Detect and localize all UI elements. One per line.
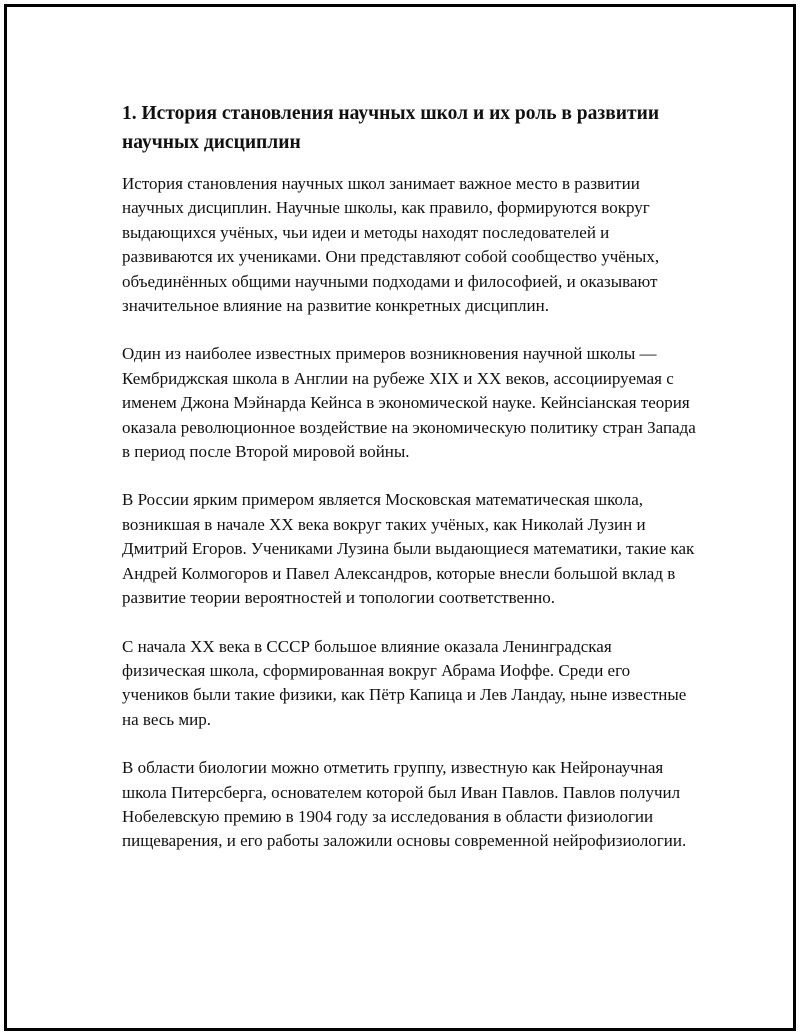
document-body [122, 99, 697, 878]
paragraph-leningrad-physics-school: С начала XX века в СССР большое влияние оказала Ленинградская физическая школа, сформированная вокруг Абрама Иоффе. Среди его учеников были такие физики, как Пётр Капица и Лев Ландау, ныне известные на весь мир. [122, 636, 687, 729]
paragraph-moscow-math-school: В России ярким примером является Московская математическая школа, возникшая в начале XX века вокруг таких учёных, как Николай Лузин и Дмитрий Егоров. Учениками Лузина были выдающиеся математики, такие как Андрей Колмогоров и Павел Александров, которые внесли большой вклад в развитие теории вероятностей и топологии соответственно. [122, 490, 695, 608]
paragraph-biology-school: В области биологии можно отметить группу, известную как Нейронаучная школа Питерсберга, основателем которой был Иван Павлов. Павлов получил Нобелевскую премию в 1904 году за исследования в области физиологии пищеварения, и его работы заложили основы современной нейрофизиологии. [122, 758, 687, 851]
page-frame [4, 4, 796, 1031]
section-heading: 1. История становления научных школ и их роль в развитии научных дисциплин [122, 103, 660, 153]
paragraph-cambridge-school: Один из наиболее известных примеров возникновения научной школы — Кембриджская школа в Англии на рубеже XIX и XX веков, ассоциируемая с именем Джона Мэйнарда Кейнса в экономической науке. Кейнсiанская теория оказала революционное воздействие на экономическую политику стран Запада в период после Второй мировой войны. [122, 344, 696, 462]
paragraph-intro: История становления научных школ занимает важное место в развитии научных дисциплин. Научные школы, как правило, формируются вокруг выдающихся учёных, чьи идеи и методы находят последователей и развиваются их учениками. Они представляют собой сообщество учёных, объединённых общими научными подходами и философией, и оказывают значительное влияние на развитие конкретных дисциплин. [122, 174, 660, 316]
